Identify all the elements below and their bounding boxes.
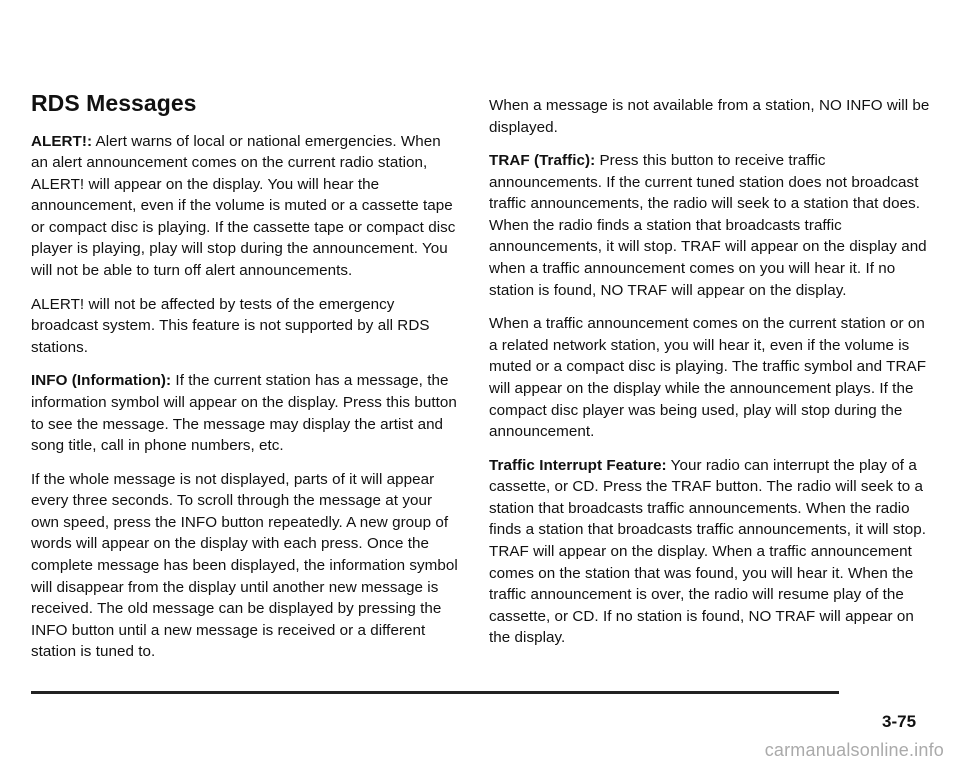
interrupt-term: Traffic Interrupt Feature: [489,456,667,474]
traf-detail-paragraph: When a traffic announcement comes on the current station or on a related network station, you will hear it, even if the volume is muted or a compact disc is playing. The traffic symbol and TRAF will appear on the display while the announcement plays. If the compact disc player was being used, play will stop during the announcement. [489,315,927,441]
traf-text: Press this button to receive traffic announcements. If the current tuned station does not broadcast traffic announcements, the radio will seek to a station that does. When the radio finds a station that broadcasts traffic announcements, it will stop. TRAF will appear on the display and when a traffic announcement comes on you will hear it. If no station is found, NO TRAF will appear on the display. [489,152,927,299]
alert-text: Alert warns of local or national emergencies. When an alert announcement comes on the current radio station, ALERT! will appear on the display. You will hear the announcement, even if the volume is muted or a cassette tape or compact disc is playing. If the cassette tape or compact disc player is playing, play will stop during the announcement. You will not be able to turn off alert announcements. [31,132,456,280]
watermark-text: carmanualsonline.info [764,740,944,760]
no-info-paragraph: When a message is not available from a station, NO INFO will be displayed. [489,97,930,136]
footer-rule [31,691,839,694]
traf-term: TRAF (Traffic): [489,152,596,170]
alert-term: ALERT!: [31,132,93,150]
alert-paragraph [31,131,458,282]
info-term: INFO (Information): [31,372,172,390]
alert-note-paragraph: ALERT! will not be affected by tests of the emergency broadcast system. This feature is not supported by all RDS stations. [31,295,430,356]
interrupt-text: Your radio can interrupt the play of a cassette, or CD. Press the TRAF button. The radio will seek to a station that broadcasts traffic announcements. When the radio finds a station that broadcasts traffic announcements, it will stop. TRAF will appear on the display. When a traffic announcement comes on the station that was found, you will hear it. When the traffic announcement is over, the radio will resume play of the cassette, or CD. If no station is found, NO TRAF will appear on the display. [489,456,927,647]
left-column [31,90,458,675]
page-number: 3-75 [882,712,917,731]
section-heading: RDS Messages [31,90,197,116]
info-detail-paragraph: If the whole message is not displayed, parts of it will appear every three seconds. To scroll through the message at your own speed, press the INFO button repeatedly. A new group of words will appear on the display with each press. Once the complete message has been displayed, the information symbol will disappear from the display until another new message is received. The old message can be displayed by pressing the INFO button until a new message is received or a different station is tuned to. [31,470,458,661]
info-text: If the current station has a message, the information symbol will appear on the display. Press this button to see the message. The message may display the artist and song title, call in phone numbers, etc. [31,372,457,455]
right-column [489,95,931,661]
info-paragraph [31,370,458,456]
traf-paragraph [489,150,931,301]
interrupt-paragraph [489,455,931,649]
